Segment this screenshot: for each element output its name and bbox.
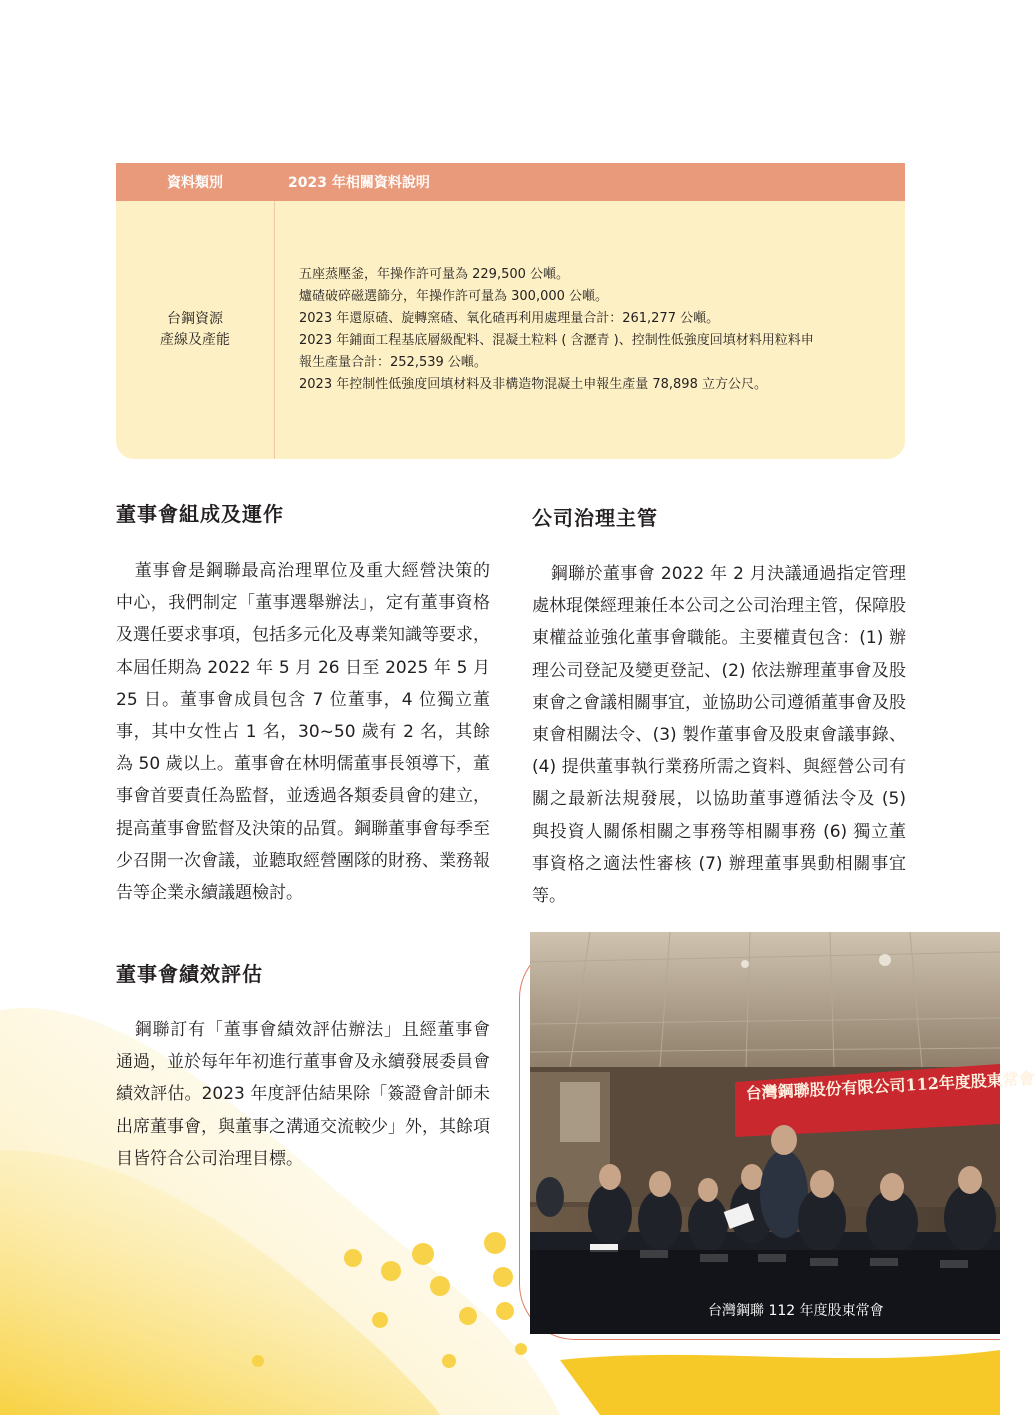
description-line: 報生產量合計：252,539 公噸。 [299, 355, 487, 370]
table-header-description: 2023 年相關資料說明 [288, 175, 430, 191]
governance-section-title: 公司治理主管 [532, 506, 658, 530]
description-line: 2023 年還原碴、旋轉窯碴、氧化碴再利用處理量合計：261,277 公噸。 [299, 311, 720, 326]
description-line: 爐碴破碎磁選篩分，年操作許可量為 300,000 公噸。 [299, 289, 609, 304]
table-row [116, 201, 905, 459]
evaluation-section-title: 董事會績效評估 [116, 962, 263, 986]
category-line: 台鋼資源 [167, 311, 223, 327]
table-cell-description [275, 201, 905, 459]
board-section-title: 董事會組成及運作 [116, 502, 284, 526]
shareholders-meeting-photo [530, 932, 1000, 1334]
governance-section-body: 鋼聯於董事會 2022 年 2 月決議通過指定管理處林琨傑經理兼任本公司之公司治理主管，保障股東權益並強化董事會職能。主要權責包含：(1) 辦理公司登記及變更登記、(2) 依法辦理董事會及股東會之會議相關事宜，並協助公司遵循董事會及股東會相關法令、(3) 製作董事會及股東會議事錄、(4) 提供董事執行業務所需之資料、與經營公司有關之最新法規發展，以協助董事遵循法令及 (5) 與投資人關係相關之事務等相關事務 (6) 獨立董事資格之適法性審核 (7) 辦理董事異動相關事宜等。 [532, 564, 906, 907]
description-line: 2023 年鋪面工程基底層級配料、混凝土粒料 ( 含瀝青 )、控制性低強度回填材料用粒料申 [299, 333, 814, 348]
board-section-body: 董事會是鋼聯最高治理單位及重大經營決策的中心，我們制定「董事選舉辦法」，定有董事資格及選任要求事項，包括多元化及專業知識等要求，本屆任期為 2022 年 5 月 26 日至 2025 年 5 月 25 日。董事會成員包含 7 位董事，4 位獨立董事，其中女性占 1 名，30~50 歲有 2 名，其餘為 50 歲以上。董事會在林明儒董事長領導下，董事會首要責任為監督，並透過各類委員會的建立，提高董事會監督及決策的品質。鋼聯董事會每季至少召開一次會議，並聽取經營團隊的財務、業務報告等企業永續議題檢討。 [116, 561, 490, 904]
meeting-banner-text: 台灣鋼聯股份有限公司112年度股東常會 [745, 1068, 1035, 1103]
table-header-row [116, 163, 905, 201]
table-cell-category [116, 201, 275, 459]
description-line: 2023 年控制性低強度回填材料及非構造物混凝土申報生產量 78,898 立方公尺。 [299, 377, 767, 392]
table-header-category: 資料類別 [167, 175, 223, 191]
photo-caption: 台灣鋼聯 112 年度股東常會 [708, 1303, 884, 1319]
description-line: 五座蒸壓釜，年操作許可量為 229,500 公噸。 [299, 267, 570, 282]
evaluation-section-body: 鋼聯訂有「董事會績效評估辦法」且經董事會通過，並於每年年初進行董事會及永續發展委員會績效評估。2023 年度評估結果除「簽證會計師未出席董事會，與董事之溝通交流較少」外，其餘項目皆符合公司治理目標。 [116, 1020, 490, 1169]
capacity-data-table [116, 163, 905, 459]
category-line: 產線及產能 [160, 332, 230, 348]
